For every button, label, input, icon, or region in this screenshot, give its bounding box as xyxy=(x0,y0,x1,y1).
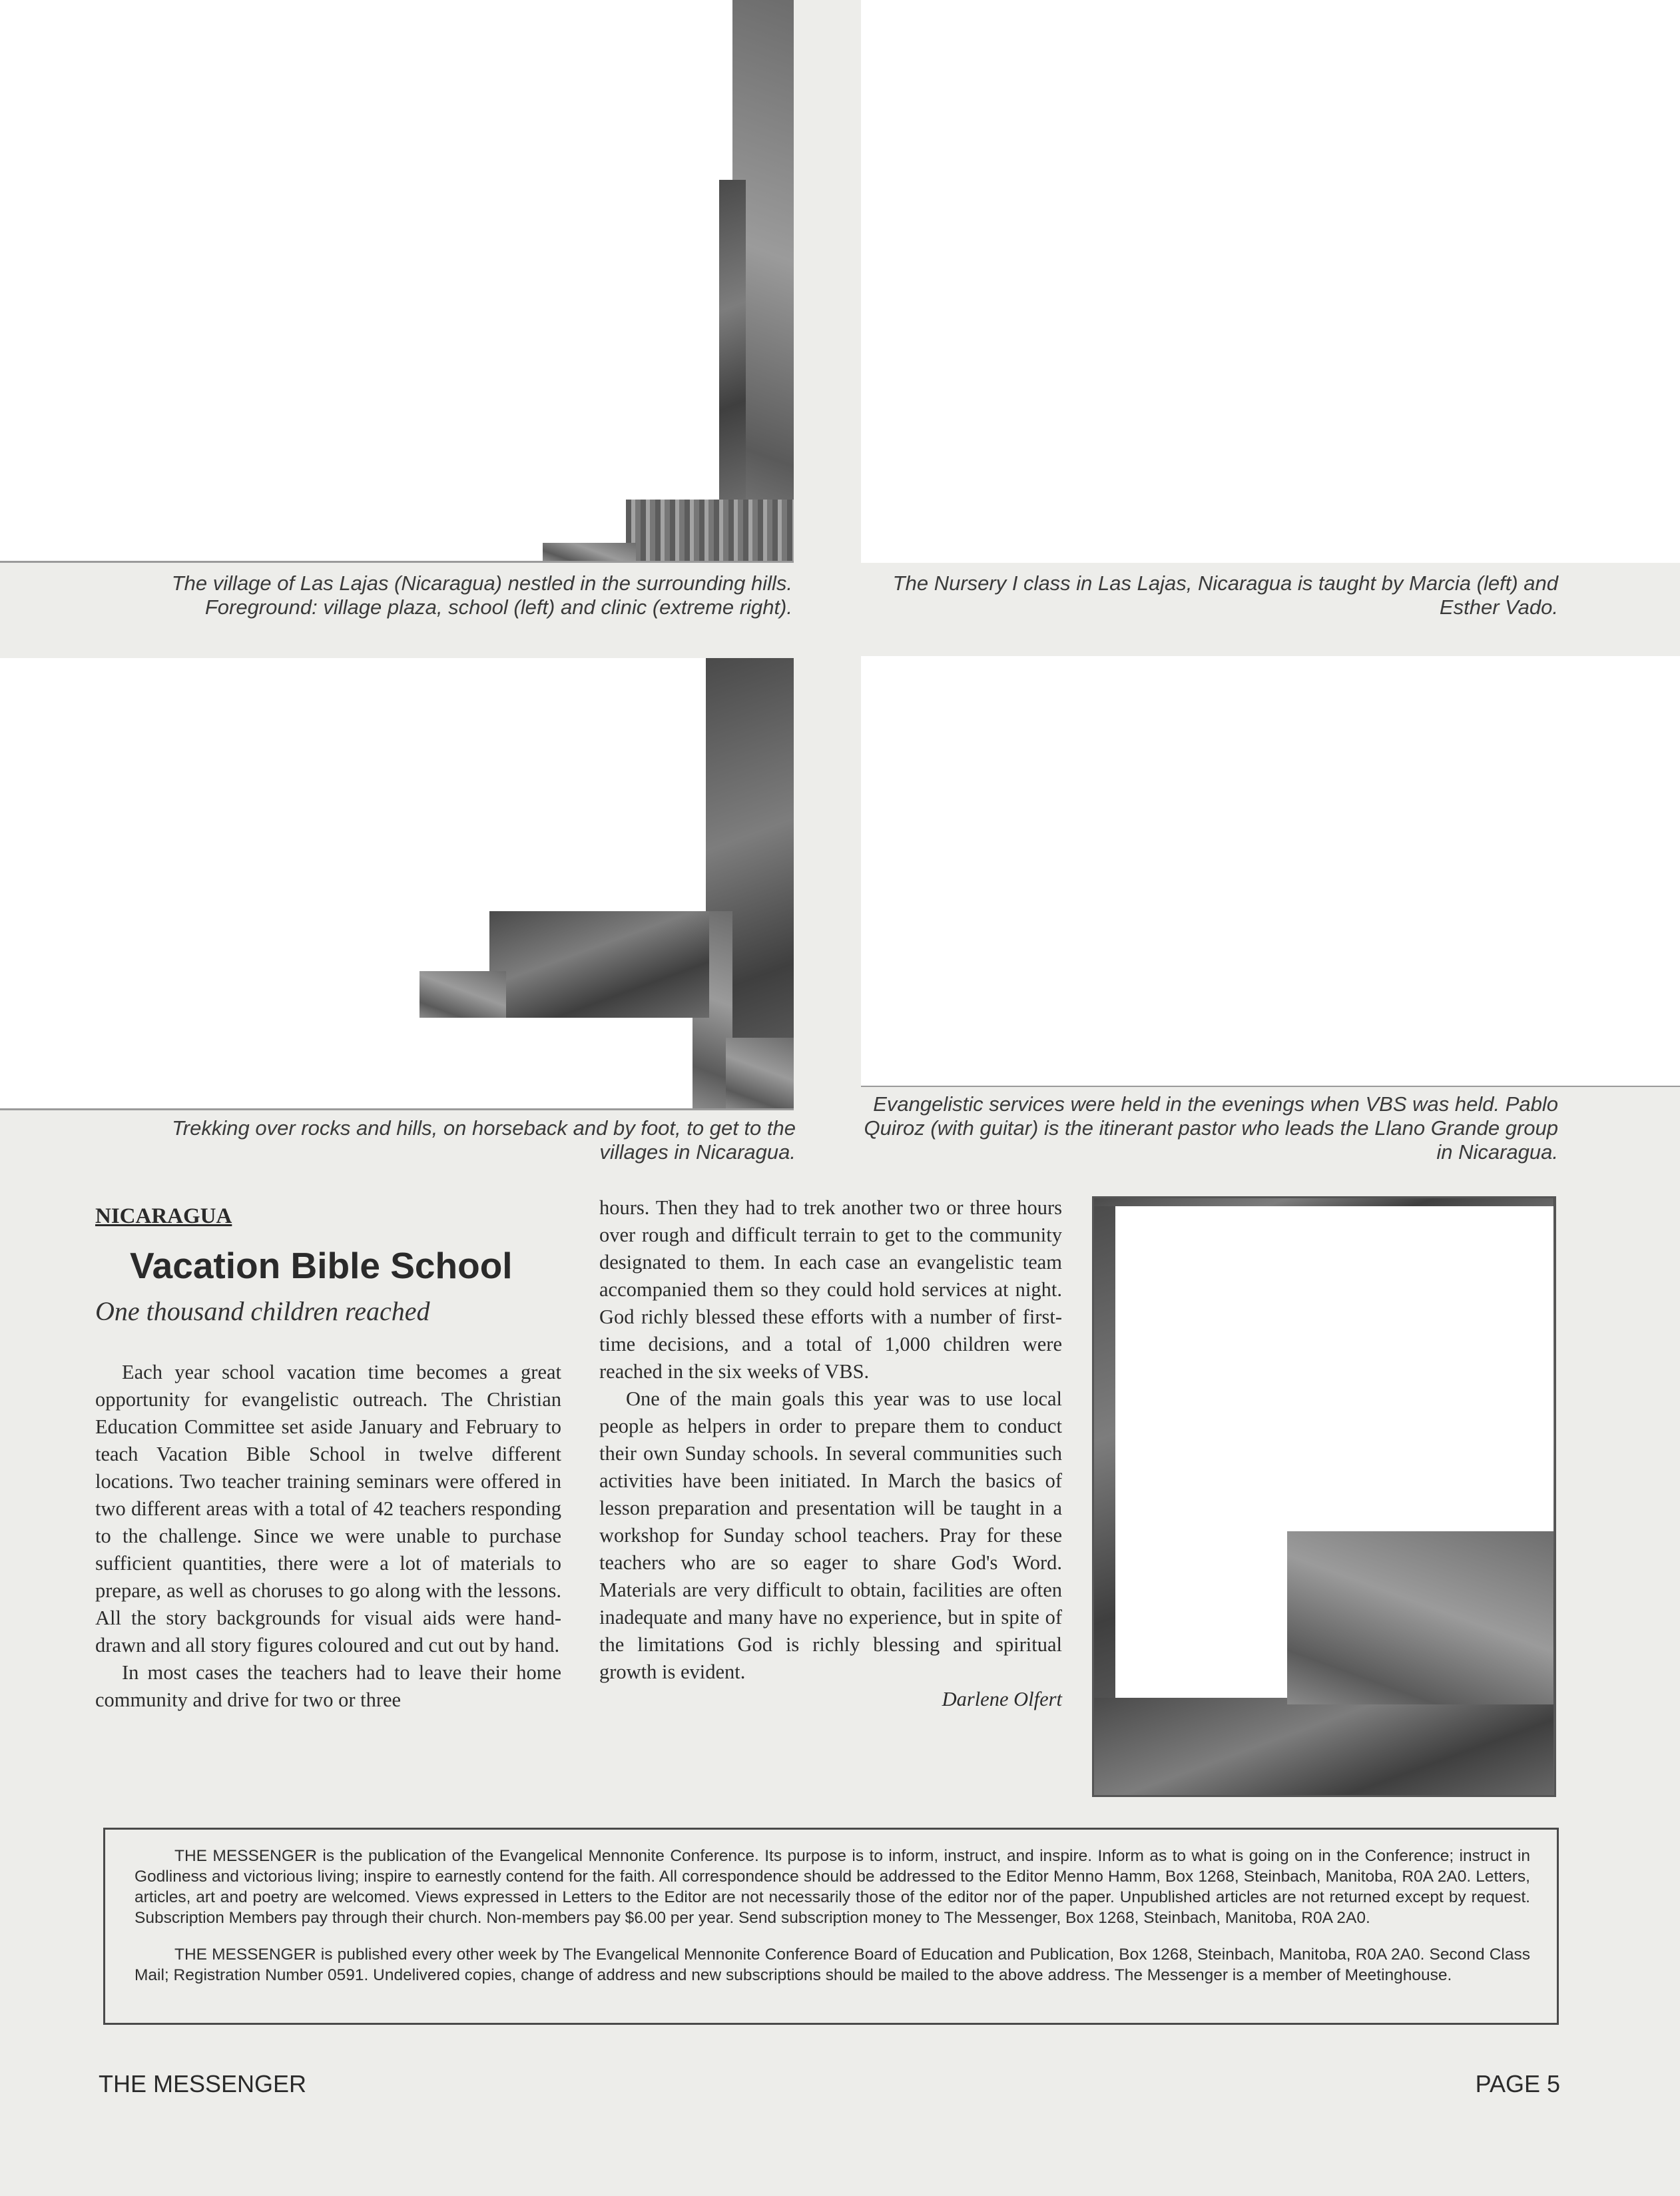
caption-photo-evangelistic: Evangelistic services were held in the evenings when VBS was held. Pablo Quiroz (with guitar) is the itinerant pastor who leads the Llano Grande group in Nicaragua. xyxy=(864,1092,1558,1164)
photo-nursery-class xyxy=(861,0,1680,563)
caption-photo-trekking: Trekking over rocks and hills, on horseback and by foot, to get to the villages in Nicaragua. xyxy=(172,1116,796,1164)
article-kicker: NICARAGUA xyxy=(95,1204,232,1228)
publication-info-paragraph: THE MESSENGER is published every other week by The Evangelical Mennonite Conference Board of Education and Publication, Box 1268, Steinbach, Manitoba, R0A 2A0. Second Class Mail; Registration Number 0591. Undelivered copies, change of address and new subscriptions should be mailed to the above address. The Messenger is a member of Meetinghouse. xyxy=(135,1946,1530,1984)
article-paragraph: In most cases the teachers had to leave their home community and drive for two or three xyxy=(95,1661,561,1711)
photo-fence xyxy=(626,500,794,561)
divider xyxy=(0,561,794,563)
publication-info-box xyxy=(103,1828,1559,2025)
divider xyxy=(861,1086,1680,1087)
photo-texture xyxy=(726,1038,794,1108)
divider xyxy=(0,1108,794,1110)
article-paragraph: Each year school vacation time becomes a great opportunity for evangelistic outreach. The Christian Education Committee set aside January and February to teach Vacation Bible School in twelve different locations. Two teacher training seminars were offered in two different areas with a total of 42 teachers responding to the challenge. Since we were unable to purchase sufficient quantities, there were a lot of materials to prepare, as well as choruses to go along with the lessons. All the story backgrounds for visual aids were hand-drawn and all story figures coloured and cut out by hand. xyxy=(95,1361,561,1656)
photo-texture xyxy=(1287,1531,1556,1704)
photo-texture xyxy=(1553,1198,1556,1797)
caption-photo-village: The village of Las Lajas (Nicaragua) nestled in the surrounding hills. Foreground: village plaza, school (left) and clinic (extreme right). xyxy=(171,571,792,619)
caption-photo-nursery: The Nursery I class in Las Lajas, Nicaragua is taught by Marcia (left) and Esther Vado. xyxy=(892,571,1558,619)
photo-children-article xyxy=(1092,1196,1556,1797)
article-column-2 xyxy=(599,1194,1062,1713)
footer-publication-name: THE MESSENGER xyxy=(99,2070,307,2097)
photo-texture xyxy=(1094,1698,1556,1797)
article-headline: Vacation Bible School xyxy=(130,1245,513,1286)
photo-trekking xyxy=(0,658,794,1108)
photo-evangelistic-services xyxy=(861,656,1680,1086)
article-byline: Darlene Olfert xyxy=(942,1688,1062,1710)
publication-info-paragraph: THE MESSENGER is the publication of the Evangelical Mennonite Conference. Its purpose is to inform, instruct, and inspire. Inform as to what is going on in the Conference; instruct in Godliness and victorious living; inspire to earnestly contend for the faith. All correspondence should be addressed to the Editor Menno Hamm, Box 1268, Steinbach, Manitoba, R0A 2A0. Letters, articles, art and poetry are welcomed. Views expressed in Letters to the Editor are not necessarily those of the editor nor of the paper. Unpublished articles are not returned except by request. Subscription Members pay through their church. Non-members pay $6.00 per year. Send subscription money to The Messenger, Box 1268, Steinbach, Manitoba, R0A 2A0. xyxy=(135,1847,1530,1927)
article-subhead: One thousand children reached xyxy=(95,1296,430,1326)
article-paragraph: hours. Then they had to trek another two or three hours over rough and difficult terrain to get to the community designated to them. In each case an evangelistic team accompanied them so they could hold services at night. God richly blessed these efforts with a number of first-time decisions, and a total of 1,000 children were reached in the six weeks of VBS. xyxy=(599,1196,1062,1383)
photo-texture xyxy=(420,971,506,1018)
photo-texture xyxy=(543,543,636,561)
photo-village-las-lajas xyxy=(0,0,794,561)
article-paragraph: One of the main goals this year was to use local people as helpers in order to prepare them to conduct their own Sunday schools. In several communities such activities have been initiated. In March the basics of lesson preparation and presentation will be taught in a workshop for Sunday school teachers. Pray for these teachers who are so eager to share God's Word. Materials are very difficult to obtain, facilities are often inadequate and many have no experience, but in spite of the limitations God is richly blessing and spiritual growth is evident. xyxy=(599,1387,1062,1683)
photo-texture xyxy=(489,911,709,1018)
article-column-1 xyxy=(95,1359,561,1714)
photo-texture xyxy=(1094,1198,1556,1206)
footer-page-number: PAGE 5 xyxy=(1475,2070,1560,2097)
photo-texture xyxy=(719,180,746,500)
